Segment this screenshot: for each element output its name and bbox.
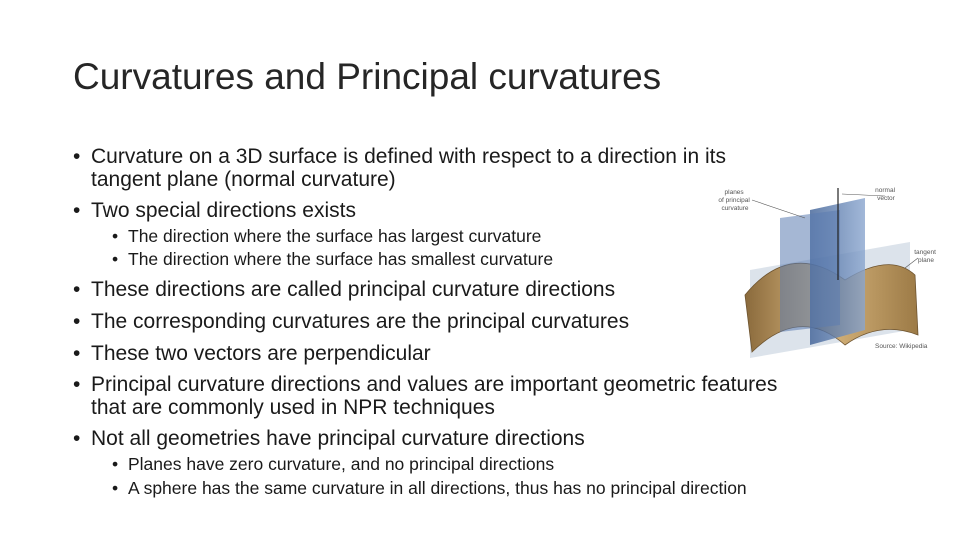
- bullet-glyph: •: [112, 226, 119, 246]
- bullet-glyph: •: [73, 199, 81, 222]
- bullet-text: These two vectors are perpendicular: [91, 342, 431, 365]
- bullet-6: [73, 373, 778, 419]
- bullet-text: Curvature on a 3D surface is defined with respect to a direction in its: [91, 145, 726, 168]
- bullet-text: The direction where the surface has largest curvature: [128, 226, 542, 246]
- bullet-2: [73, 199, 356, 222]
- normal-vector-label: normal vector: [875, 187, 896, 202]
- bullet-text-cont: that are commonly used in NPR techniques: [91, 396, 495, 419]
- sub-bullet-3: [112, 454, 555, 474]
- bullet-text: These directions are called principal curvature directions: [91, 278, 616, 301]
- bullet-text: A sphere has the same curvature in all directions, thus has no principal direction: [128, 478, 747, 498]
- bullet-text: Planes have zero curvature, and no principal directions: [128, 454, 555, 474]
- planes-label: planes of principal curvature: [718, 189, 750, 212]
- sub-bullet-2: [112, 249, 554, 269]
- bullet-text: Principal curvature directions and values are important geometric features: [91, 373, 778, 396]
- bullet-text: Two special directions exists: [91, 199, 356, 222]
- bullet-5: [73, 342, 431, 365]
- bullet-glyph: •: [112, 454, 119, 474]
- bullet-glyph: •: [73, 145, 81, 168]
- bullet-1: [73, 145, 726, 191]
- bullet-glyph: •: [73, 278, 81, 301]
- bullet-glyph: •: [73, 427, 81, 450]
- bullet-text-cont: tangent plane (normal curvature): [91, 168, 396, 191]
- sub-bullet-4: [112, 478, 747, 498]
- sub-bullet-1: [112, 226, 542, 246]
- bullet-glyph: •: [73, 342, 81, 365]
- tangent-plane-label: tangent plane: [914, 249, 936, 264]
- slide-title: Curvatures and Principal curvatures: [73, 56, 662, 97]
- bullet-text: The corresponding curvatures are the principal curvatures: [91, 310, 630, 333]
- principal-curvature-figure: [680, 180, 945, 360]
- source-caption: Source: Wikipedia: [875, 343, 928, 350]
- bullet-glyph: •: [73, 373, 81, 396]
- bullet-7: [73, 427, 585, 450]
- bullet-3: [73, 278, 616, 301]
- bullet-glyph: •: [112, 249, 119, 269]
- planes-leader-line: [752, 200, 805, 218]
- bullet-text: The direction where the surface has smallest curvature: [128, 249, 554, 269]
- bullet-text: Not all geometries have principal curvature directions: [91, 427, 585, 450]
- bullet-glyph: •: [73, 310, 81, 333]
- principal-plane-2-shape: [780, 210, 840, 332]
- bullet-4: [73, 310, 630, 333]
- bullet-glyph: •: [112, 478, 119, 498]
